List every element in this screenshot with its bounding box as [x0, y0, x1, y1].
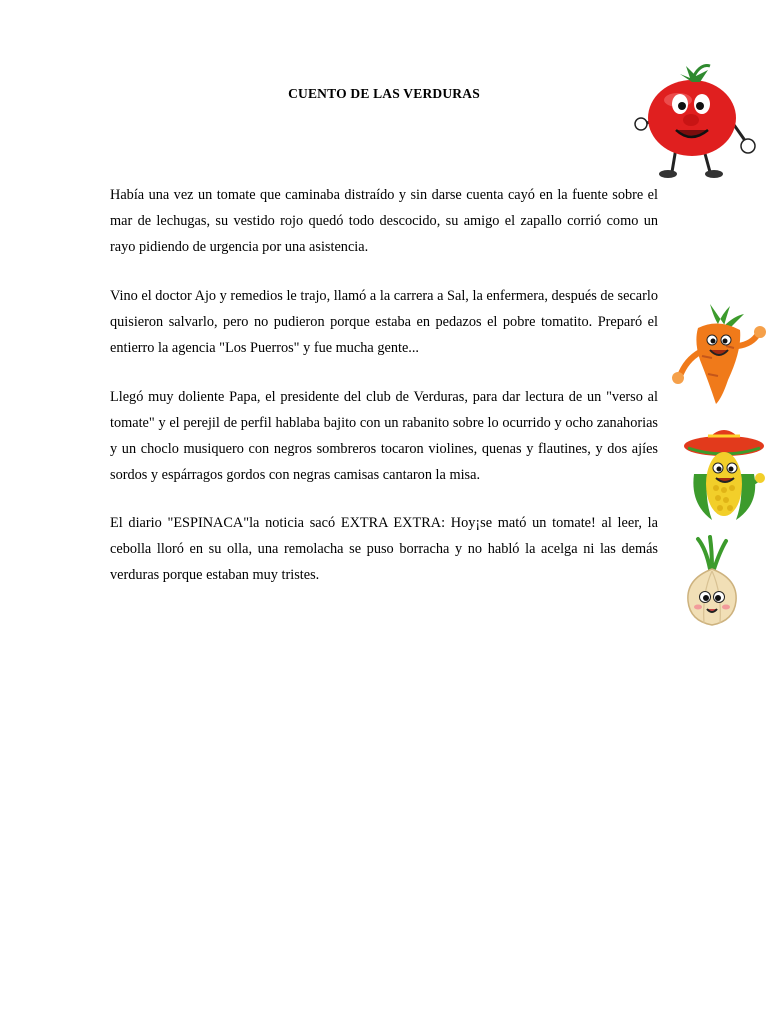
paragraph-3: Llegó muy doliente Papa, el presidente del club de Verduras, para dar lectura de un "verso al tomate" y el perejil de perfil hablaba bajito con un rabanito sobre lo ocurrido y ocho zanahorias y un choclo musiquero con negros sombreros tocaron violines, quenas y flautines, y dos ajíes sordos y espárragos gordos con negras camisas cantaron la misa.	[110, 389, 658, 483]
paragraph-2: Vino el doctor Ajo y remedios le trajo, llamó a la carrera a Sal, la enfermera, después de secarlo quisieron salvarlo, pero no pudieron porque estaba en pedazos el pobre tomatito. Preparó el entierro la agencia "Los Puerros" y fue mucha gente...	[110, 288, 658, 356]
corn-icon	[682, 418, 768, 524]
carrot-icon	[668, 300, 768, 410]
tomato-icon	[634, 60, 760, 184]
paragraph-1: Había una vez un tomate que caminaba distraído y sin darse cuenta cayó en la fuente sobre el mar de lechugas, su vestido rojo quedó todo descocido, su amigo el zapallo corrió como un rayo pidiendo de urgencia por una asistencia.	[110, 187, 658, 255]
paragraph-4: El diario "ESPINACA"la noticia sacó EXTRA EXTRA: Hoy¡se mató un tomate! al leer, la cebolla lloró en su olla, una remolacha se puso borracha y no habló la acelga ni las demás verduras porque estaban muy tristes.	[110, 515, 658, 583]
document-title: CUENTO DE LAS VERDURAS	[288, 86, 480, 101]
onion-icon	[680, 535, 744, 629]
